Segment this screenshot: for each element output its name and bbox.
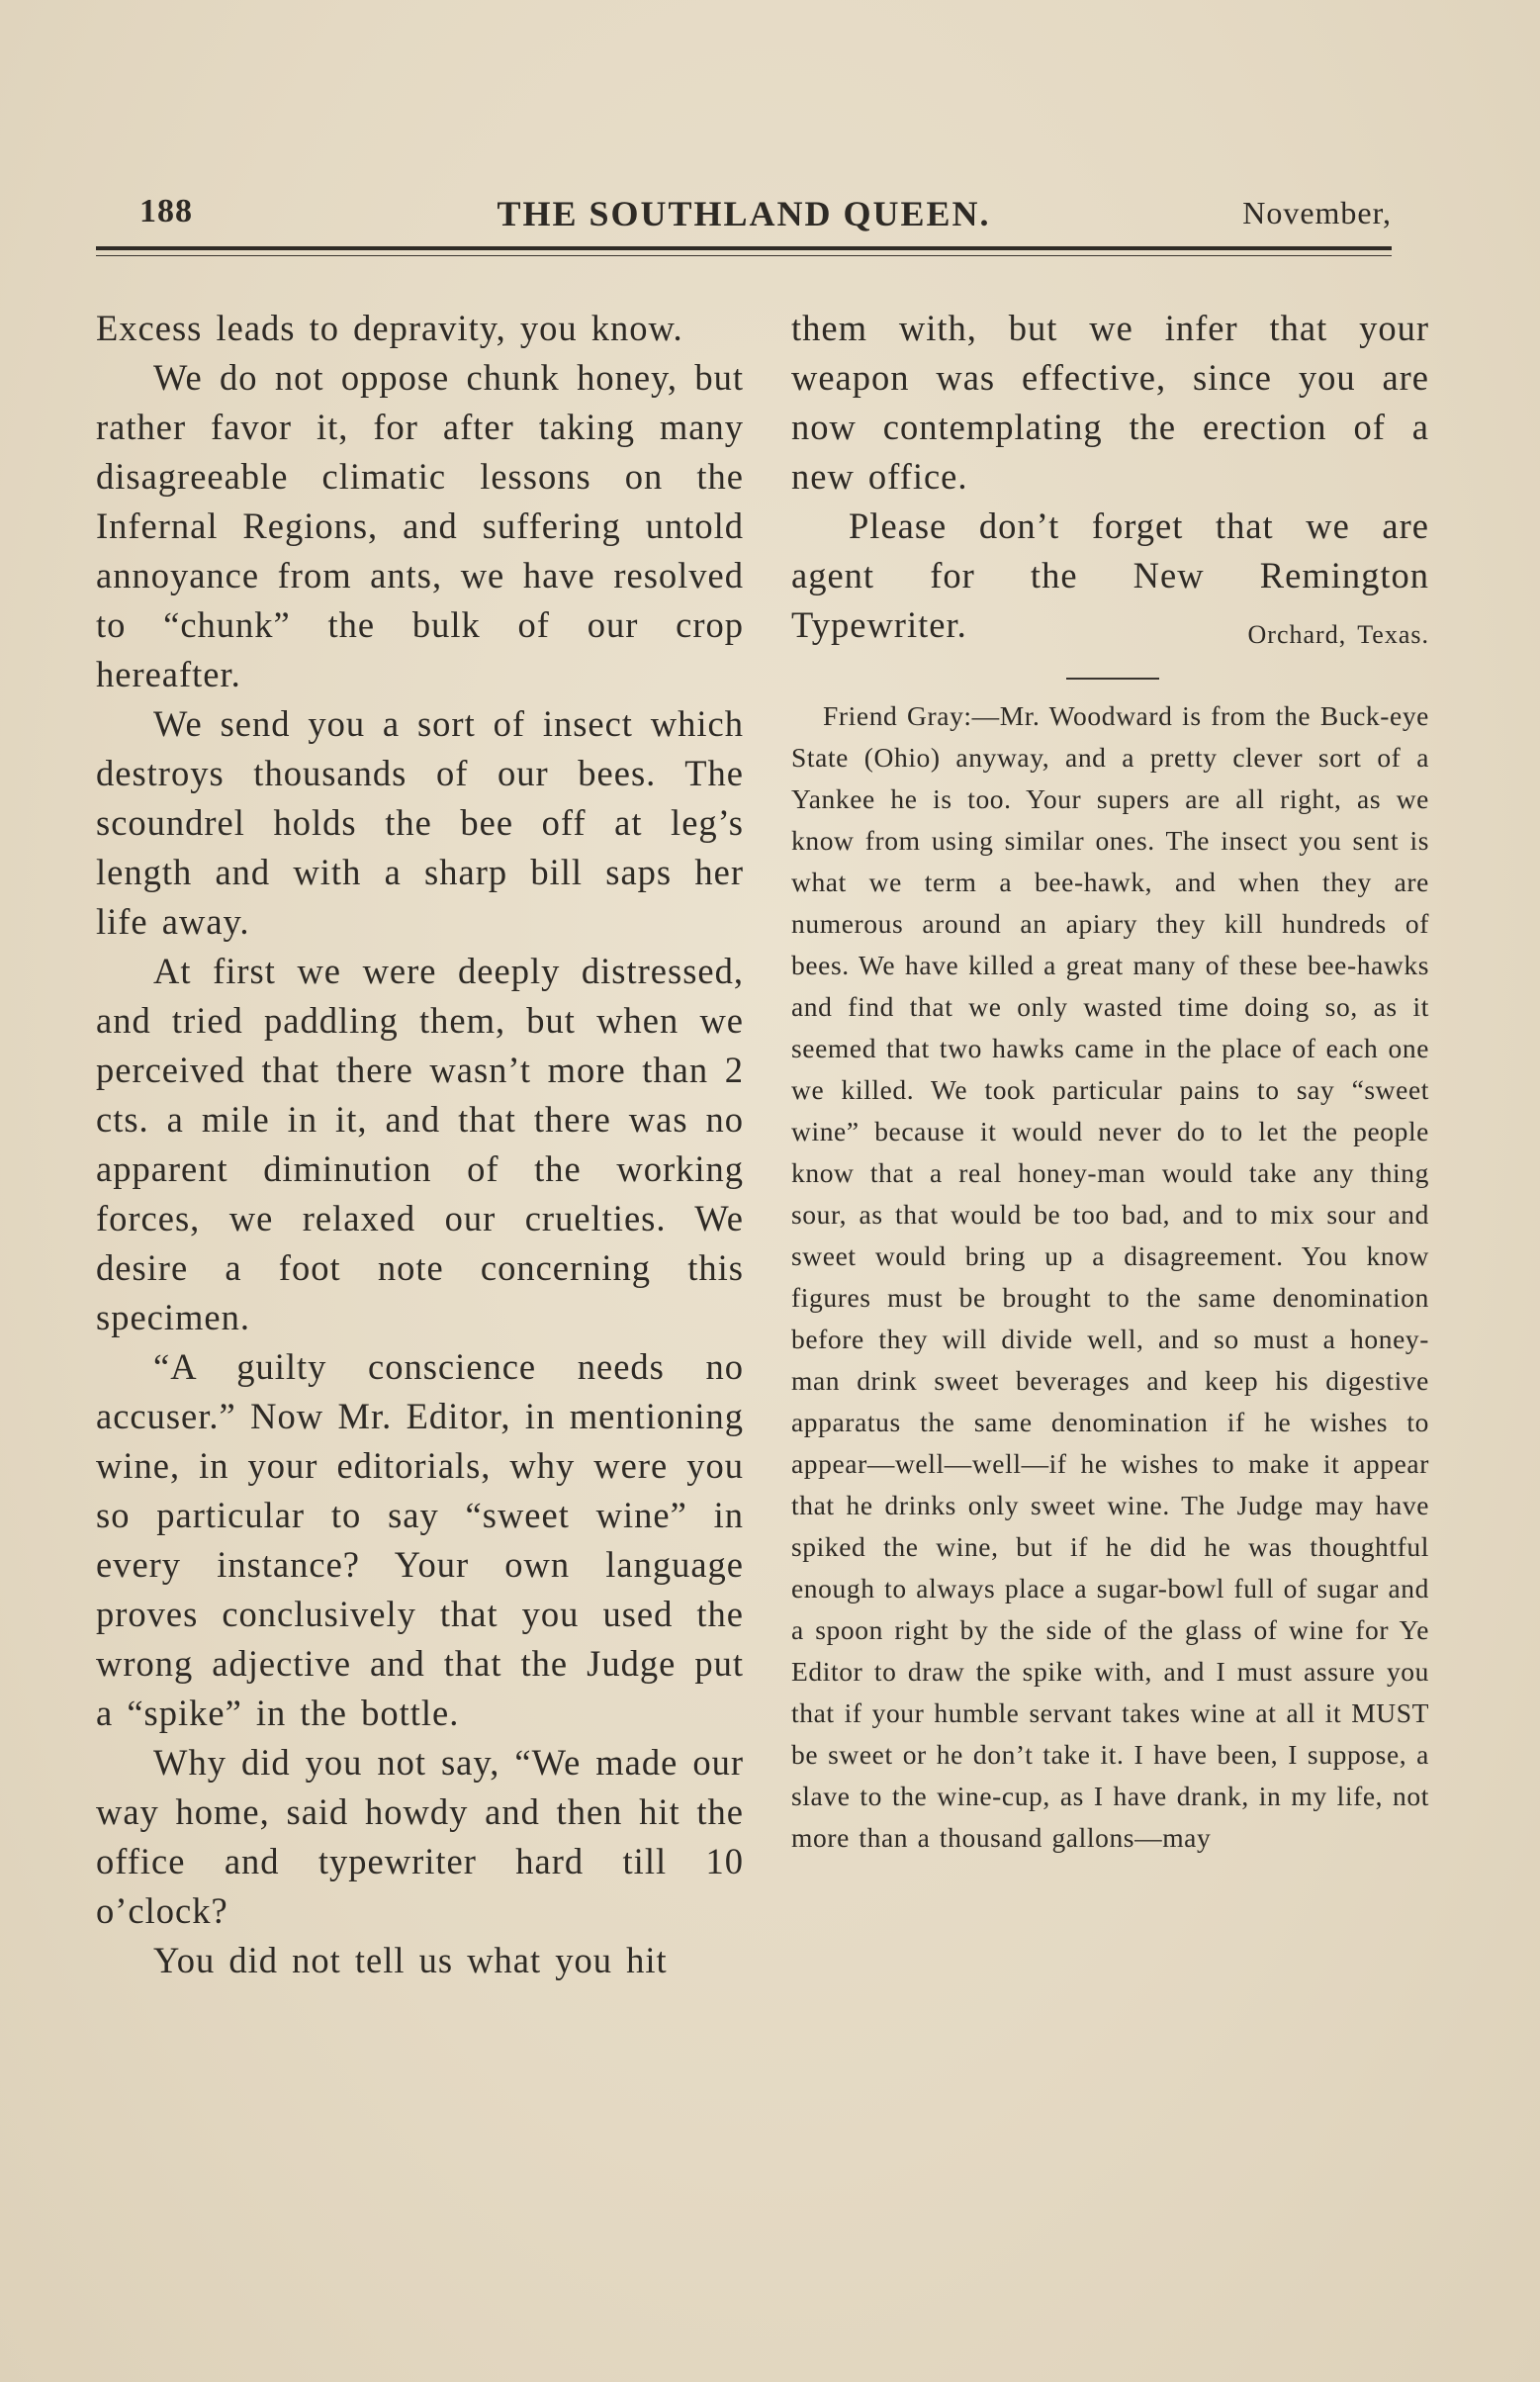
page-number: 188 (139, 193, 193, 229)
running-header (96, 193, 1392, 244)
paragraph: At first we were deeply distressed, and tried paddling them, but when we perceived that there wasn’t more than 2 cts. a mile in it, and that there was no apparent diminution of the working forces, we relaxed our cruelties. We desire a foot note concerning this specimen. (96, 951, 744, 1337)
signoff-location: Orchard, Texas. (1247, 620, 1429, 649)
paragraph: We do not oppose chunk honey, but rather favor it, for after taking many disagreeable climatic lessons on the Infernal Regions, and suffering untold annoyance from ants, we have resolved to “chunk” the bulk of our crop hereafter. (96, 357, 744, 694)
right-column-top (791, 304, 1429, 660)
header-rule-thick (96, 246, 1392, 250)
paragraph (791, 502, 1429, 650)
paragraph: “A guilty conscience needs no accuser.” Now Mr. Editor, in mentioning wine, in your editorials, why were you so particular to say “sweet wine” in every instance? Your own language proves conclusively that you used the wrong adjective and that the Judge put a “spike” in the bottle. (96, 1346, 744, 1733)
paragraph: We send you a sort of insect which destroys thousands of our bees. The scoundrel holds the bee off at leg’s length and with a sharp bill saps her life away. (96, 703, 744, 942)
advert-text: Please don’t forget that we are agent for the New Remington Typewriter. (791, 505, 1429, 645)
editor-reply (791, 695, 1429, 1859)
paragraph: Why did you not say, “We made our way home, said howdy and then hit the office and typewriter hard till 10 o’clock? (96, 1742, 744, 1931)
section-divider (1066, 678, 1159, 680)
paragraph: them with, but we infer that your weapon was effective, since you are now contemplating the erection of a new office. (791, 308, 1429, 497)
paragraph: You did not tell us what you hit (153, 1940, 668, 1980)
paragraph: Friend Gray:—Mr. Woodward is from the Buck-eye State (Ohio) anyway, and a pretty clever sort of a Yankee he is too. Your supers are all right, as we know from using similar ones. The insect you sent is what we term a bee-hawk, and when they are numerous around an apiary they kill hundreds of bees. We have killed a great many of these bee-hawks and find that we only wasted time doing so, as it seemed that two hawks came in the place of each one we killed. We took particular pains to say “sweet wine” because it would never do to let the people know that a real honey-man would take any thing sour, as that would be too bad, and to mix sour and sweet would bring up a disagreement. You know figures must be brought to the same denomination before they will divide well, and so must a honey-man drink sweet beverages and keep his digestive apparatus the same denomination if he wishes to appear—well—well—if he wishes to make it appear that he drinks only sweet wine. The Judge may have spiked the wine, but if he did he was thoughtful enough to always place a sugar-bowl full of sugar and a spoon right by the side of the glass of wine for Ye Editor to draw the spike with, and I must assure you that if your humble servant takes wine at all it MUST be sweet or he don’t take it. I have been, I suppose, a slave to the wine-cup, as I have drank, in my life, not more than a thousand gallons—may (791, 700, 1429, 1853)
issue-month: November, (1242, 195, 1392, 230)
journal-title: THE SOUTHLAND QUEEN. (497, 194, 991, 233)
left-column (96, 304, 744, 1985)
paragraph: Excess leads to depravity, you know. (96, 308, 683, 348)
header-rule-thin (96, 255, 1392, 256)
